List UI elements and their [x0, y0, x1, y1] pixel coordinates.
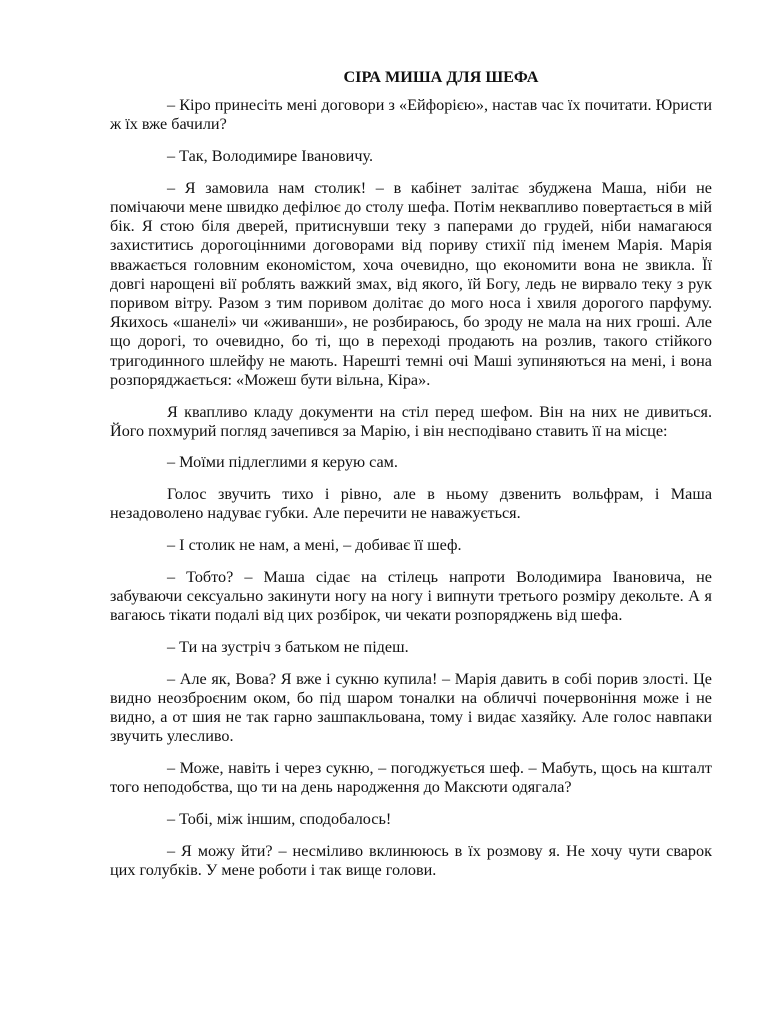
paragraph-6: Голос звучить тихо і рівно, але в ньому дзвенить вольфрам, і Маша незадоволено надуває губки. Але перечити не наважується. — [110, 485, 712, 523]
paragraph-7: – І столик не нам, а мені, – добиває її шеф. — [167, 536, 462, 555]
paragraph-3: – Я замовила нам столик! – в кабінет залітає збуджена Маша, ніби не помічаючи мене швидко дефілює до столу шефа. Потім неквапливо повертається в мій бік. Я стою біля дверей, притиснувши теку з паперами до грудей, ніби намагаюся захиститись дорогоцінними договорами від пориву стихії під іменем Марія. Марія вважається головним економістом, хоча очевидно, що економити вона не звикла. Її довгі нарощені вії роблять важкий змах, від якого, їй Богу, ледь не вирвало теку з рук поривом вітру. Разом з тим поривом долітає до мого носа і хвиля дорогого парфуму. Якихось «шанелі» чи «живанши», не розбираюсь, бо зроду не мала на них гроші. Але що дорогі, то очевидно, бо ті, що в переході продають на розлив, такого стійкого тригодинного шлейфу не мають. Нарешті темні очі Маші зупиняються на мені, і вона розпоряджається: «Можеш бути вільна, Кіра». — [110, 178, 712, 389]
document-title: СІРА МИША ДЛЯ ШЕФА — [343, 68, 539, 86]
paragraph-13: – Я можу йти? – несміливо вклинююсь в їх розмову я. Не хочу чути сварок цих голубків. У мене роботи і так вище голови. — [110, 841, 712, 879]
paragraph-2: – Так, Володимире Івановичу. — [167, 147, 374, 166]
paragraph-5: – Моїми підлеглими я керую сам. — [167, 453, 398, 472]
document-page — [110, 68, 712, 892]
paragraph-10: – Але як, Вова? Я вже і сукню купила! – Марія давить в собі порив злості. Це видно неозброєним оком, бо під шаром тоналки на обличчі почервоніння може і не видно, а от шия не так гарно зашпакльована, тому і видає хазяйку. Але голос навпаки звучить улесливо. — [110, 669, 712, 746]
paragraph-4: Я квапливо кладу документи на стіл перед шефом. Він на них не дивиться. Його похмурий погляд зачепився за Марію, і він несподівано ставить її на місце: — [110, 402, 712, 440]
paragraph-11: – Може, навіть і через сукню, – погоджується шеф. – Мабуть, щось на кшталт того неподобства, що ти на день народження до Максюти одягала? — [110, 758, 712, 797]
paragraph-1: – Кіро принесіть мені договори з «Ейфорією», настав час їх почитати. Юристи ж їх вже бачили? — [110, 96, 712, 134]
paragraph-8: – Тобто? – Маша сідає на стілець напроти Володимира Івановича, не забуваючи сексуально закинути ногу на ногу і випнути третього розміру декольте. А я вагаюсь тікати подалі від цих розбірок, чи чекати розпоряджень від шефа. — [110, 567, 712, 625]
paragraph-12: – Тобі, між іншим, сподобалось! — [167, 809, 392, 828]
paragraph-9: – Ти на зустріч з батьком не підеш. — [167, 637, 409, 656]
